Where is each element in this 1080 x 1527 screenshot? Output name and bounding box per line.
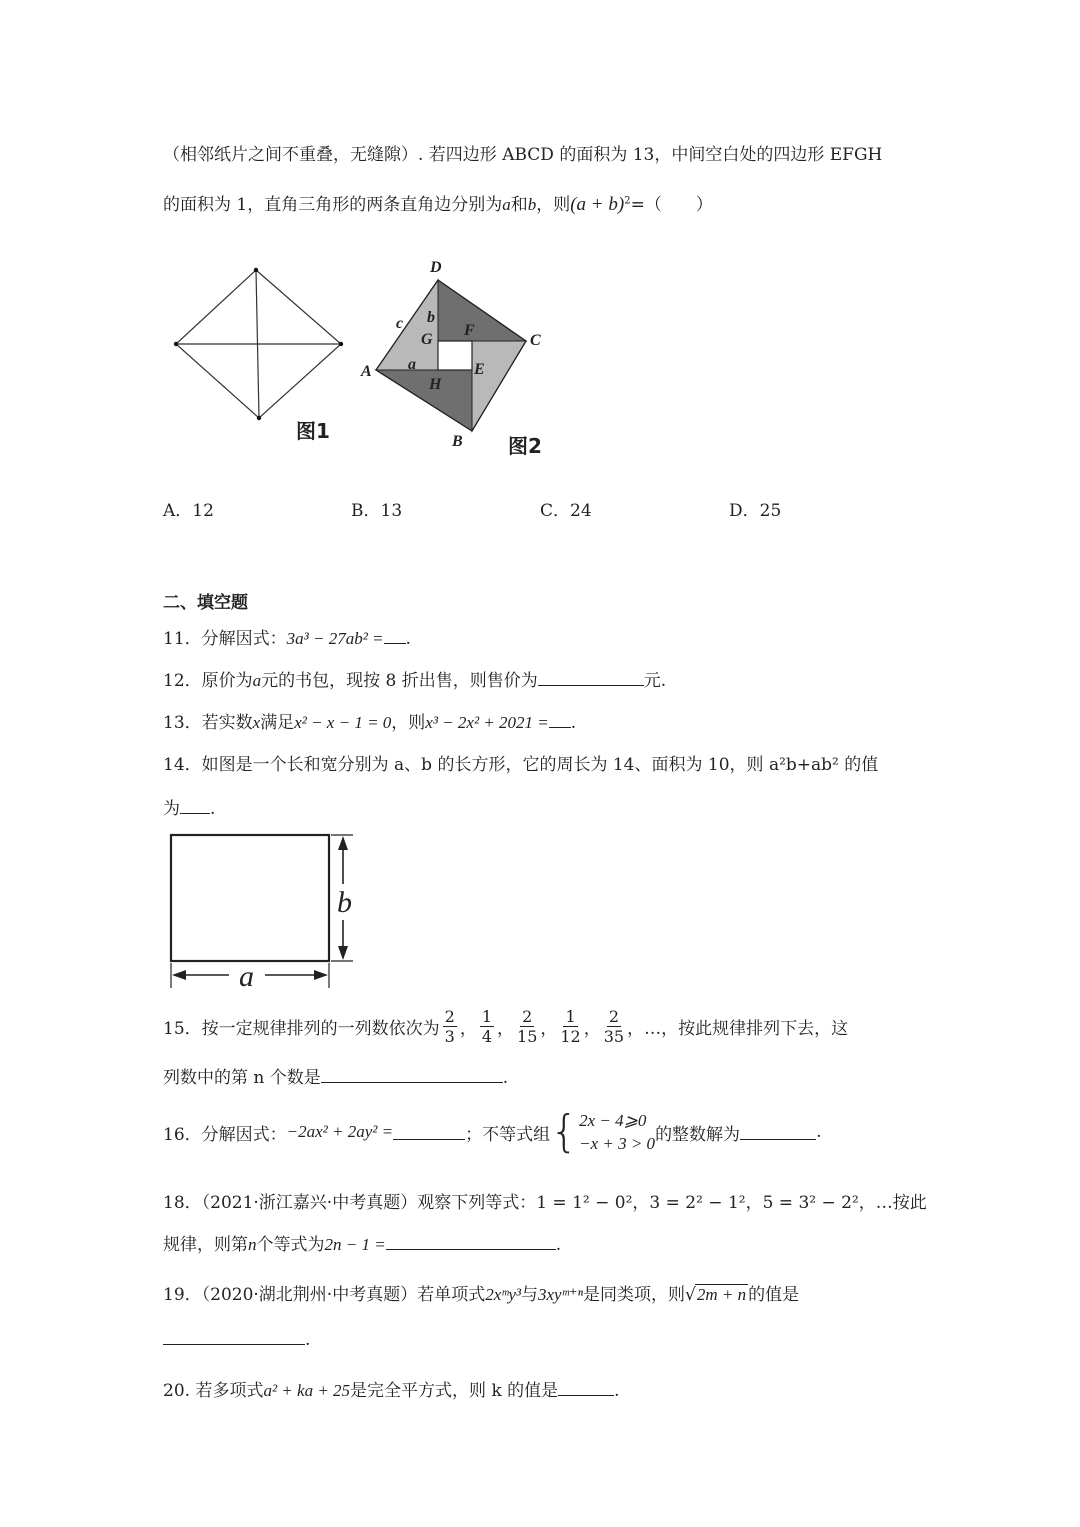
figure-2 <box>360 258 560 458</box>
q10-text-a: 的面积为 1，直角三角形的两条直角边分别为 <box>163 195 503 215</box>
q11 <box>163 624 411 649</box>
q15-fraction-2: $\frac{1}{4}$ <box>481 1006 493 1046</box>
q13-text-c: ，则 <box>391 713 426 733</box>
q11-number: 11． <box>163 629 202 649</box>
q18-expr: 2n − 1 = <box>324 1235 386 1254</box>
q16-text-b: ；不等式组 <box>465 1124 551 1145</box>
choice-b[interactable] <box>351 496 402 521</box>
q15-fraction-4: $\frac{1}{12}$ <box>560 1006 581 1046</box>
choice-c-letter: C． <box>540 501 571 521</box>
q18-text-a: 规律，则第 <box>163 1235 248 1255</box>
q13-text-a: 若实数 <box>201 713 253 733</box>
q15-line1 <box>163 1004 848 1048</box>
q16-ineq-2: −x + 3 > 0 <box>579 1134 656 1153</box>
q10-text-d: =（ ） <box>630 195 713 215</box>
choice-b-letter: B． <box>351 501 381 521</box>
q19-monomial-1: 2xᵐy³ <box>485 1285 521 1304</box>
q12-answer-blank[interactable] <box>538 671 644 686</box>
label-A: A <box>361 363 372 380</box>
q10-text-b: 和 <box>510 195 528 215</box>
q12-text-b: 元的书包，现按 8 折出售，则售价为 <box>261 671 538 691</box>
label-E: E <box>474 361 485 378</box>
q13-answer-blank[interactable] <box>549 713 571 728</box>
q10-line2 <box>163 190 713 216</box>
q19-sqrt: √2m + n <box>685 1285 747 1305</box>
label-F: F <box>464 322 475 339</box>
q11-expr: 3a³ − 27ab² = <box>286 629 384 648</box>
q13-end: . <box>570 713 577 733</box>
q20 <box>163 1376 620 1401</box>
rect-label-a: a <box>239 960 254 993</box>
q15-fraction-5: $\frac{2}{35}$ <box>603 1006 625 1046</box>
q13-number: 13． <box>163 713 202 733</box>
q19-line2 <box>163 1330 310 1350</box>
q11-text: 分解因式： <box>201 629 287 649</box>
choice-a-letter: A． <box>163 501 193 521</box>
q13-text-b: 满足 <box>260 713 295 733</box>
q12-number: 12． <box>163 671 202 691</box>
q19-end: . <box>305 1330 311 1350</box>
q19-sqrt-inner: 2m + n <box>696 1285 747 1304</box>
q20-text-a: 若多项式 <box>195 1381 264 1401</box>
q16-expr: −2ax² + 2ay² = <box>286 1122 394 1141</box>
q16-end: . <box>816 1122 822 1142</box>
q20-number: 20. <box>163 1381 191 1401</box>
q20-text-b: 是完全平方式，则 k 的值是 <box>350 1381 559 1401</box>
q16-text-a: 分解因式： <box>201 1124 287 1145</box>
q16-inequality-system: { 2x − 4⩾0 −x + 3 > 0 <box>550 1106 656 1157</box>
q15-text: 按一定规律排列的一列数依次为 <box>201 1018 440 1039</box>
label-B: B <box>452 433 463 450</box>
q16-answer-blank-2[interactable] <box>740 1125 816 1140</box>
q18-answer-blank[interactable] <box>386 1235 556 1250</box>
q19-text-c: 是同类项，则 <box>583 1285 686 1305</box>
q13-var: x <box>252 713 261 732</box>
q15-sep: ， <box>497 1018 515 1039</box>
q12 <box>163 666 666 691</box>
section-title: 二、填空题 <box>163 593 248 613</box>
q14-number: 14． <box>163 755 202 775</box>
q15-end: . <box>502 1068 509 1088</box>
q11-end: . <box>405 629 411 649</box>
label-D: D <box>430 259 442 276</box>
q10-expr: (a + b) <box>570 194 625 215</box>
q15-sep: ， <box>459 1018 477 1039</box>
q16-number: 16． <box>163 1124 202 1145</box>
q19-monomial-2: 3xyᵐ⁺ⁿ <box>538 1285 584 1304</box>
q15-sep: ， <box>583 1018 601 1039</box>
q14-end: . <box>210 799 216 819</box>
q14-answer-blank[interactable] <box>180 799 210 814</box>
q10-line1: （相邻纸片之间不重叠，无缝隙）. 若四边形 ABCD 的面积为 13，中间空白处的四边形 EFGH <box>163 145 883 165</box>
q13-cond: x² − x − 1 = 0 <box>294 713 392 732</box>
q16-text-c: 的整数解为 <box>655 1124 741 1145</box>
label-side-c: c <box>396 315 404 332</box>
q19-text-d: 的值是 <box>748 1285 800 1305</box>
q13 <box>163 708 576 733</box>
q18-number: 18． <box>163 1193 202 1213</box>
q15-tail: ，…，按此规律排列下去，这 <box>627 1018 849 1039</box>
q13-expr: x³ − 2x² + 2021 = <box>425 713 549 732</box>
q18-line2 <box>163 1230 561 1255</box>
q18-line1 <box>163 1188 927 1213</box>
q12-text-a: 原价为 <box>201 671 253 691</box>
label-G: G <box>421 331 433 348</box>
q20-answer-blank[interactable] <box>558 1381 614 1396</box>
q15-answer-blank[interactable] <box>321 1068 503 1083</box>
q19-number: 19． <box>163 1285 202 1305</box>
q12-end: 元. <box>643 671 667 691</box>
q16-answer-blank-1[interactable] <box>393 1125 465 1140</box>
q18-end: . <box>555 1235 562 1255</box>
choice-a-value: 12 <box>192 501 214 521</box>
q19-line1 <box>163 1280 799 1305</box>
q16 <box>163 1106 821 1158</box>
q10-var-b: b <box>527 195 537 214</box>
q18-text: （2021·浙江嘉兴·中考真题）观察下列等式：1 = 1² − 0²，3 = 2² − 1²，5 = 3² − 2²，…按此 <box>201 1193 927 1213</box>
q19-text-a: （2020·湖北荆州·中考真题）若单项式 <box>201 1285 486 1305</box>
q14-text-2: 为 <box>163 799 180 819</box>
label-side-b: b <box>427 309 435 326</box>
rectangle-figure <box>165 828 360 993</box>
q11-answer-blank[interactable] <box>384 629 406 644</box>
q16-ineq-1: 2x − 4⩾0 <box>579 1111 647 1130</box>
q15-fraction-1: $\frac{2}{3}$ <box>444 1006 455 1046</box>
q15-text-2: 列数中的第 n 个数是 <box>163 1068 321 1088</box>
choice-c[interactable] <box>540 496 592 521</box>
label-H: H <box>429 376 442 393</box>
choice-d-value: 25 <box>759 501 782 521</box>
label-side-a: a <box>408 356 416 373</box>
q14-line2 <box>163 794 215 819</box>
q15-sep: ， <box>540 1018 558 1039</box>
choice-d[interactable] <box>729 496 781 521</box>
choice-d-letter: D． <box>729 501 760 521</box>
q18-var: n <box>248 1235 257 1254</box>
q20-expr: a² + ka + 25 <box>263 1381 351 1400</box>
q15-fraction-3: $\frac{2}{15}$ <box>517 1006 538 1046</box>
q14-line1 <box>163 750 878 775</box>
choice-b-value: 13 <box>380 501 403 521</box>
q10-text-c: ，则 <box>536 195 571 215</box>
choice-a[interactable] <box>163 496 214 521</box>
q19-text-b: 与 <box>521 1285 538 1305</box>
q10-exp: 2 <box>624 195 631 207</box>
q18-text-b: 个等式为 <box>256 1235 325 1255</box>
choice-c-value: 24 <box>570 501 592 521</box>
q15-line2 <box>163 1063 508 1088</box>
center-square <box>438 341 472 370</box>
q14-text: 如图是一个长和宽分别为 a、b 的长方形，它的周长为 14、面积为 10，则 a²b+ab² 的值 <box>201 755 879 775</box>
q15-number: 15． <box>163 1018 202 1039</box>
q12-var: a <box>252 671 262 690</box>
q19-answer-blank[interactable] <box>163 1330 305 1345</box>
rect-label-b: b <box>337 886 352 919</box>
figure-1-caption: 图1 <box>296 419 330 443</box>
label-C: C <box>530 332 541 349</box>
figure-2-caption: 图2 <box>508 434 542 458</box>
q20-end: . <box>614 1381 620 1401</box>
q10-var-a: a <box>502 195 511 214</box>
